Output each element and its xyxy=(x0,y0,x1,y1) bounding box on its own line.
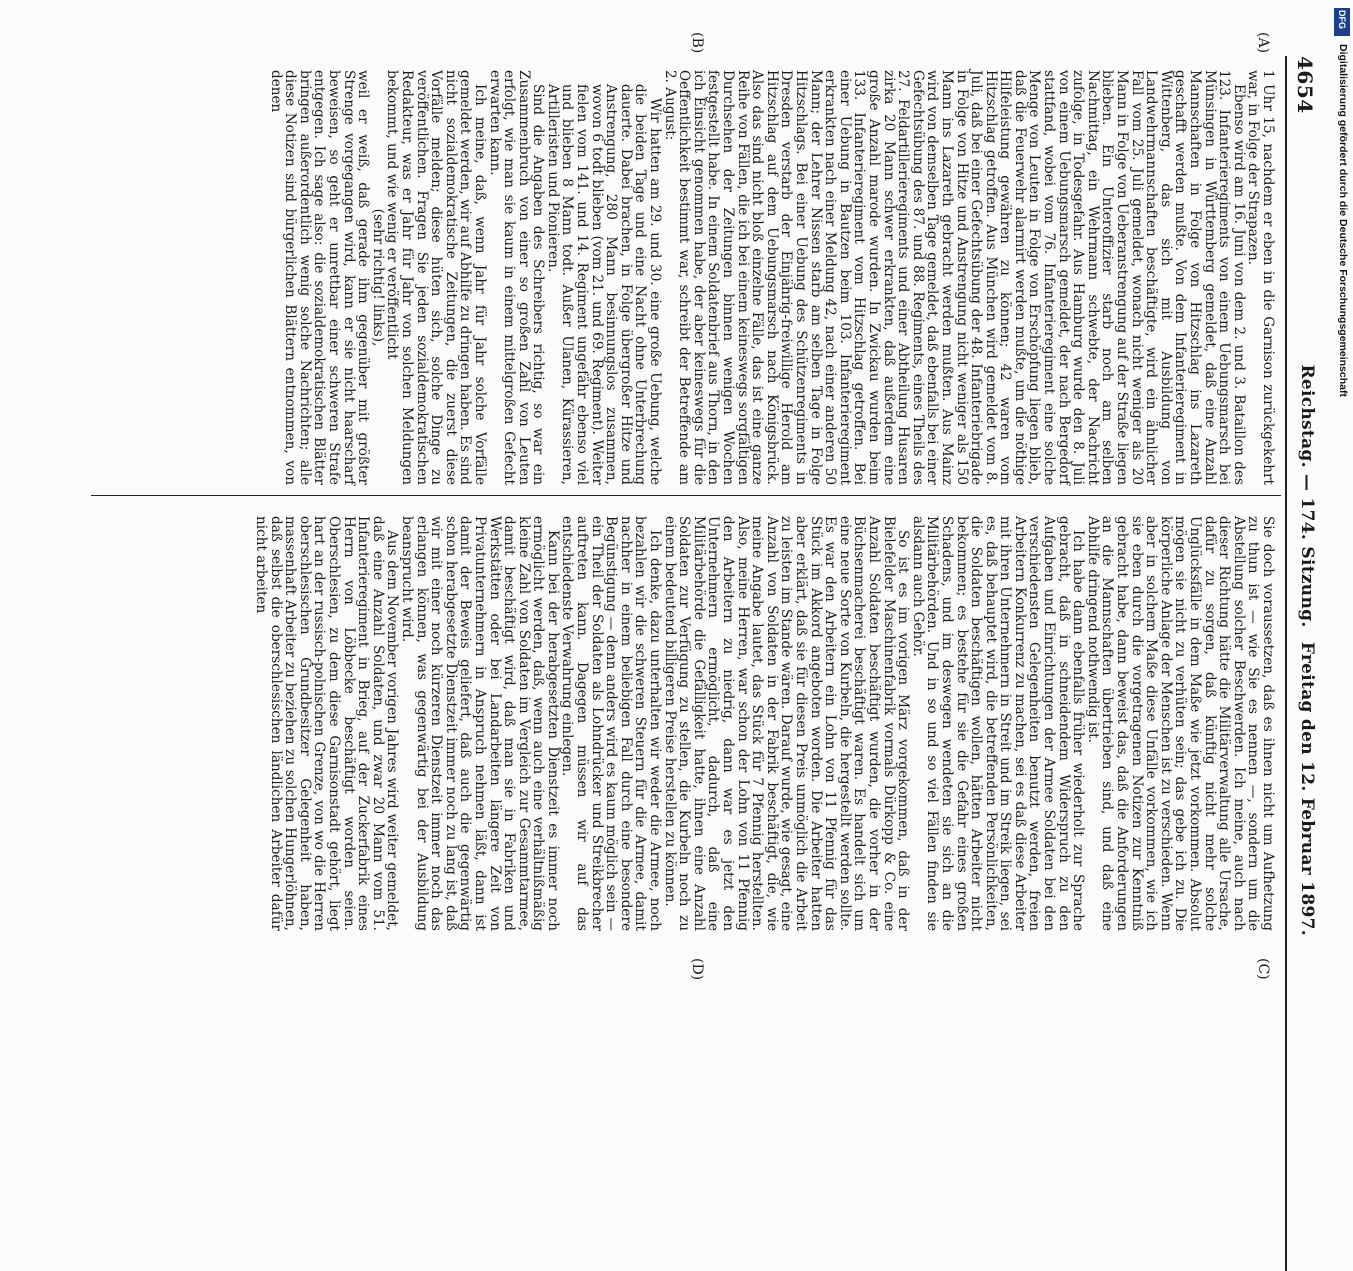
paragraph: Sind die Angaben des Schreibers richtig, so war ein Zusammenbruch von einer so großen Zahl von Leuten erfolgt, wie man sie kaum in einem mittelgroßen Gefecht erwarten kann. xyxy=(486,70,547,485)
margin-marker-d: (D) xyxy=(689,958,705,981)
margin-marker-b: (B) xyxy=(689,32,705,54)
header-rule xyxy=(1285,56,1287,1271)
paragraph: So ist es im vorigen März vorgekommen, daß in der Bielefelder Maschinenfabrik vormals Dürkopp & Co. eine Anzahl Soldaten beschäftigt wurden, die vorher in der Büchsenmacherei beschäftigt waren. Es handelt sich um eine neue Sorte von Kurbeln, die hergestellt werden sollte. Es war den Arbeitern ein Lohn von 11 Pfennig für das Stück im Akkord angeboten worden. Die Arbeiter hatten aber erklärt, daß sie für diesen Preis unmöglich die Arbeit zu leisten im Stande wären. Darauf wurde, wie gesagt, eine Anzahl von Soldaten in der Fabrik beschäftigt, die, wie meine Angabe lautet, das Stück für 7 Pfennig herstellten. Also, meine Herren, war schon der Lohn von 11 Pfennig den Arbeitern zu niedrig, dann war es jetzt den Unternehmern ermöglicht, dadurch, daß eine Militärbehörde die Gefälligkeit hatte, ihnen eine Anzahl Soldaten zur Verfügung zu stellen, die Kurbeln noch zu einem bedeutend billigeren Preise herstellen zu können. xyxy=(661,516,912,931)
right-column xyxy=(253,516,1275,931)
paragraph: weil er weiß, daß gerade ihm gegenüber mit größter Strenge vorgegangen wird, kann er sie nicht haarscharf beweisen, so geht er unrettbar einer schweren Strafe entgegen. Ich sage also: die sozialdemokratischen Blätter bringen außerordentlich wenig solche Nachrichten; alle diese Notizen sind bürgerlichen Blättern entnommen, von denen xyxy=(267,70,372,485)
page-header xyxy=(1289,56,1323,936)
session-date: Freitag den 12. Februar 1897. xyxy=(1297,641,1317,936)
dfg-logo-text: DFG xyxy=(1337,10,1347,29)
interjection: (sehr richtig! links), xyxy=(369,208,386,347)
left-column xyxy=(268,70,1275,485)
paragraph: Ebenso wird am 16. Juni von dem 2. und 3. Bataillon des 123. Infanterieregiments von einem Uebungsmarsch bei Münsingen in Württemberg gemeldet, daß eine Anzahl Mannschaften in Folge von Hitzschlag ins Lazareth geschafft werden mußte. Von dem Infanterieregiment in Wittenberg, das sich mit Ausbildung von Landwehrmannschaften beschäftigte, wird ein ähnlicher Fall vom 25. Juli gemeldet, wonach nicht weniger als 20 Mann in Folge von Ueberanstrengung auf der Straße liegen blieben. Ein Unteroffizier starb noch am selben Nachmittag, ein Wehrmann schwebte, der Nachricht zufolge, in Todesgefahr. Aus Hamburg wurde den 8. Juli von einem Uebungsmarsch gemeldet, der nach Bergedorf stattfand, wobei vom 76. Infanterieregiment eine solche Menge von Leuten in Folge von Erschöpfung liegen blieb, daß die Feuerwehr alarmirt werden mußte, um die nöthige Hilfeleistung gewähren zu können; 42 waren vom Hitzschlag getroffen. Aus München wird gemeldet vom 8. Juli, daß bei einer Gefechtsübung der 48. Infanteriebrigade in Folge von Hitze und Anstrengung nicht weniger als 150 Mann ins Lazareth gebracht werden mußten. Aus Mainz wird von demselben Tage gemeldet, daß ebenfalls bei einer Gefechtsübung des 87. und 88. Regiments, eines Theils des 27. Feldartillerieregiments und einer Abtheilung Husaren zirka 20 Mann schwer erkrankten, daß außerdem eine große Anzahl marode wurden. In Zwickau wurden beim 133. Infanterieregiment vom Hitzschlag getroffen. Bei einer Uebung in Bautzen beim 103. Infanterieregiment erkrankten nach einer Meldung 42, nach einer anderen 50 Mann; der Lehrer Nissen starb am selben Tage in Folge Hitzschlags. Bei einer Uebung des Schützenregiments in Dresden verstarb der Einjährig-freiwillige Herold am Hitzschlag auf dem Uebungsmarsch nach Königsbrück. Also das sind nicht bloß einzelne Fälle, das ist eine ganze Reihe von Fällen, die ich bei einem keineswegs sorgfältigen Durchsehen der Zeitungen binnen wenigen Wochen festgestellt habe. In einem Soldatenbrief aus Thorn, in den ich Einsicht genommen habe, der aber keineswegs für die Oeffentlichkeit bestimmt war, schreibt der Betreffende am 2. August: xyxy=(661,70,1247,485)
column-divider xyxy=(91,495,1281,496)
paragraph: Ich denke, dazu unterhalten wir weder die Armee, noch bezahlen wir die schweren Steuern für die Armee, damit nachher in einem beliebigen Fall durch eine besondere Begünstigung — denn anders wird es kaum möglich sein — ein Theil der Soldaten als Lohndrücker und Streikbrecher auftreten kann. Dagegen müssen wir auf das entschiedenste Verwahrung einlegen. xyxy=(559,516,664,931)
page-number: 4654 xyxy=(1293,56,1317,114)
digitization-note-text: Digitalisierung gefördert durch die Deutsche Forschungsgemeinschaft xyxy=(1337,44,1349,397)
paragraph: Ich meine, daß, wenn Jahr für Jahr solche Vorfälle gemeldet werden, wir auf Abhilfe zu dringen haben. Es sind nicht sozialdemokratische Zeitungen, die zuerst diese Vorfälle melden; diese hüten sich, solche Dinge zu veröffentlichen. Fragen Sie jeden sozialdemokratischen Redakteur, was er Jahr für Jahr von solchen Meldungen bekommt, und wie wenig er veröffentlicht xyxy=(384,70,488,485)
running-title: Reichstag. — 174. Sitzung. xyxy=(1297,364,1317,628)
paragraph: Ich habe dann ebenfalls früher wiederholt zur Sprache gebracht, daß in schneidendem Widerspruch zu den Aufgaben und Einrichtungen der Armee Soldaten bei den verschiedensten Gelegenheiten benutzt werden, freien Arbeitern Konkurrenz zu machen, sei es daß diese Arbeiter mit ihren Unternehmern in Streit und im Streik liegen, sei es, daß behauptet wird, die betreffenden Persönlichkeiten, die Soldaten beschäftigen wollen, hätten Arbeiter nicht bekommen; es bestehe für sie die Gefahr eines großen Schadens, und im deswegen wendeten sie sich an die Militärbehörden. Und in so und so viel Fällen finden sie alsdann auch Gehör. xyxy=(909,516,1087,931)
paragraph: 1 Uhr 15, nachdem er eben in die Garnison zurückgekehrt war, in Folge der Strapazen. xyxy=(1245,70,1276,485)
margin-marker-c: (C) xyxy=(1255,958,1271,980)
paragraph: Sie doch voraussetzen, daß es ihnen nicht um Aufhetzung zu thun ist — wie Sie es nennen —, sondern um die Abstellung solcher Beschwerden. Ich meine, auch nach dieser Richtung hätte die Militärverwaltung alle Ursache, dafür zu sorgen, daß künftig nicht mehr solche Unglücksfälle in dem Maße wie jetzt vorkommen. Absolut mögen sie nicht zu verhüten sein; das gebe ich zu. Die körperliche Anlage der Menschen ist zu verschieden. Wenn aber in solchem Maße diese Unfälle vorkommen, wie ich sie eben durch die vorgetragenen Notizen zur Kenntniß gebracht habe, dann beweist das, daß die Anforderungen an die Mannschaften übertrieben sind, und daß eine Abhilfe dringend nothwendig ist. xyxy=(1084,516,1276,931)
paragraph: Aus dem November vorigen Jahres wird weiter gemeldet, daß eine Anzahl Soldaten, und zwar 20 Mann vom 51. Infanterieregiment in Brieg, auf der Zuckerfabrik eines Herrn von Löbbecke beschäftigt worden seien. Oberschlesien, zu dem diese Garnisonstadt gehört, liegt hart an der russisch-polnischen Grenze, von wo die Herren oberschlesischen Grundbesitzer Gelegenheit haben, massenhaft Arbeiter zu beziehen zu solchen Hungerlöhnen, daß selbst die oberschlesischen ländlichen Arbeiter dafür nicht arbeiten xyxy=(253,516,401,931)
quoted-letter: Wir hatten am 29. und 30. eine große Uebung, welche die beiden Tage und eine Nacht ohne Unterbrechung dauerte. Dabei brachen, in Folge übergroßer Hitze und Anstrengung, 280 Mann besinnungslos zusammen, wovon 6 todt blieben (vom 21. und 69. Regiment). Weiter fielen vom 141. und 14. Regiment ungefähr ebenso viel und blieben 8 Mann todt. Außer Ulanen, Kürassieren, Artilleristen und Pionieren. xyxy=(544,84,664,485)
dfg-logo xyxy=(1334,8,1350,36)
paragraph: Kann bei der herabgesetzten Dienstzeit es immer noch ermöglicht werden, daß, wenn auch eine verhältnißmäßig kleine Zahl von Soldaten im Vergleich zur Gesammtarmee, damit beschäftigt wird, daß man sie in Fabriken und Werkstätten oder bei Landarbeiten längere Zeit von Privatunternehmern in Anspruch nehmen läßt, dann ist damit der Beweis geliefert, daß auch die gegenwärtig schon herabgesetzte Dienstzeit immer noch zu lang ist, daß wir mit einer noch kürzeren Dienstzeit immer noch das erlangen können, was gegenwärtig bei der Ausbildung beansprucht wird. xyxy=(398,516,561,931)
margin-marker-a: (A) xyxy=(1255,32,1271,54)
digitization-note xyxy=(1331,44,1351,1029)
